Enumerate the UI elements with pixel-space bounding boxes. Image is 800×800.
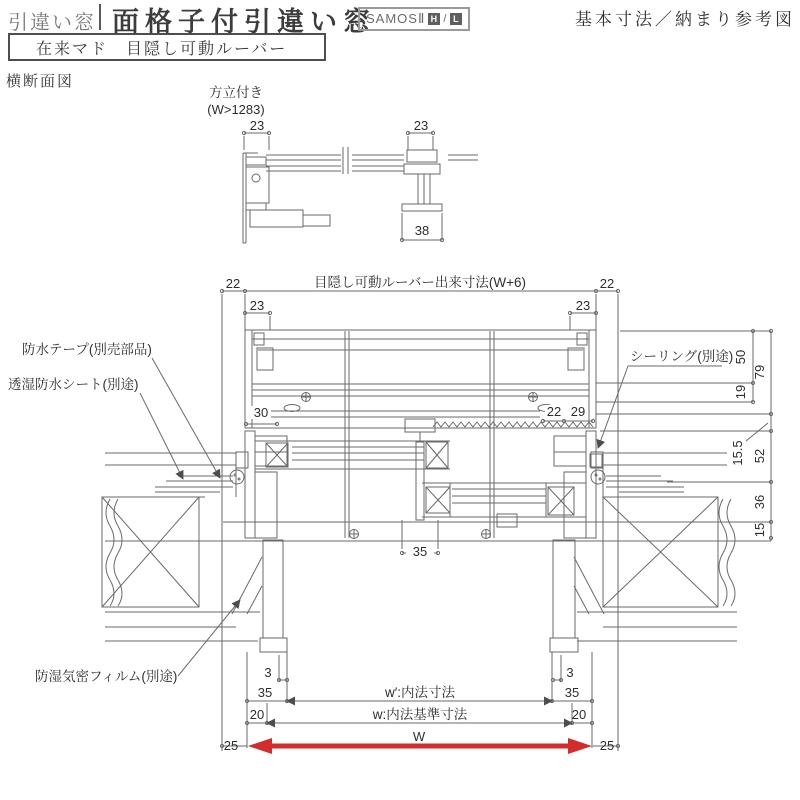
brand-grade-l-icon: L	[450, 13, 462, 25]
dim-3-left: 3	[264, 665, 272, 680]
dim-19-right: 19	[733, 384, 748, 400]
w-arrow-left-head	[248, 738, 272, 754]
dim-36-right: 36	[752, 494, 767, 510]
page-title: 面格子付引違い窓	[112, 7, 376, 37]
w-overall-label: W	[412, 729, 426, 744]
callout-breathable-sheet: 透湿防水シート(別途)	[8, 377, 139, 392]
dim-79-right: 79	[752, 364, 767, 380]
mullion-label: 方立付き	[209, 85, 263, 100]
callout-vapor-barrier-film: 防湿気密フィルム(別途)	[35, 669, 178, 684]
dim-20-left: 20	[249, 707, 265, 722]
w-arrow-right-head	[568, 738, 592, 754]
wall-structure-right	[574, 452, 737, 641]
dim-23-main-left: 23	[249, 298, 265, 313]
dim-23-mullion-left: 23	[249, 118, 265, 133]
dim-22-top-right: 22	[599, 276, 615, 291]
variant-label: 在来マド 目隠し可動ルーバー	[8, 33, 326, 61]
view-label: 横断面図	[6, 73, 75, 90]
dim-23-main-right: 23	[575, 298, 591, 313]
page-caption: 基本寸法／納まり参考図	[575, 10, 795, 29]
dim-35-left: 35	[257, 685, 273, 700]
mullion-section-drawing	[242, 131, 478, 243]
dim-23-mullion-right: 23	[413, 118, 429, 133]
wall-structure-left	[102, 452, 262, 641]
brand-grade-separator: /	[443, 13, 448, 25]
louver-span-label: 目隠し可動ルーバー出来寸法(W+6)	[314, 275, 526, 290]
mullion-condition: (W>1283)	[207, 102, 265, 117]
dim-29-louver-right: 29	[570, 404, 586, 419]
dim-35-meeting-stile: 35	[412, 544, 428, 559]
dim-20-right: 20	[571, 707, 587, 722]
w-base-dimension-label: w:内法基準寸法	[372, 707, 468, 722]
brand-grade-h-icon: H	[428, 13, 440, 25]
dim-25-left: 25	[223, 738, 239, 753]
dim-25-right: 25	[599, 738, 615, 753]
dim-22-top-left: 22	[225, 276, 241, 291]
w-inner-dimension-label: w′:内法寸法	[384, 685, 456, 700]
dim-52-right: 52	[752, 448, 767, 464]
dim-15-5-right: 15.5	[730, 440, 745, 466]
dim-30-louver: 30	[253, 405, 269, 420]
dim-22-louver-right: 22	[546, 404, 562, 419]
callout-sealing: シーリング(別途)	[630, 349, 734, 364]
callout-waterproof-tape: 防水テープ(別売部品)	[22, 342, 152, 357]
dim-35-right: 35	[564, 685, 580, 700]
dim-3-right: 3	[566, 665, 574, 680]
brand-name: SAMOSⅡ	[366, 11, 426, 26]
dim-38-mullion-base: 38	[414, 223, 430, 238]
window-type-category: 引違い窓	[8, 12, 96, 34]
dim-50-right: 50	[733, 349, 748, 365]
dim-15-right: 15	[752, 522, 767, 538]
